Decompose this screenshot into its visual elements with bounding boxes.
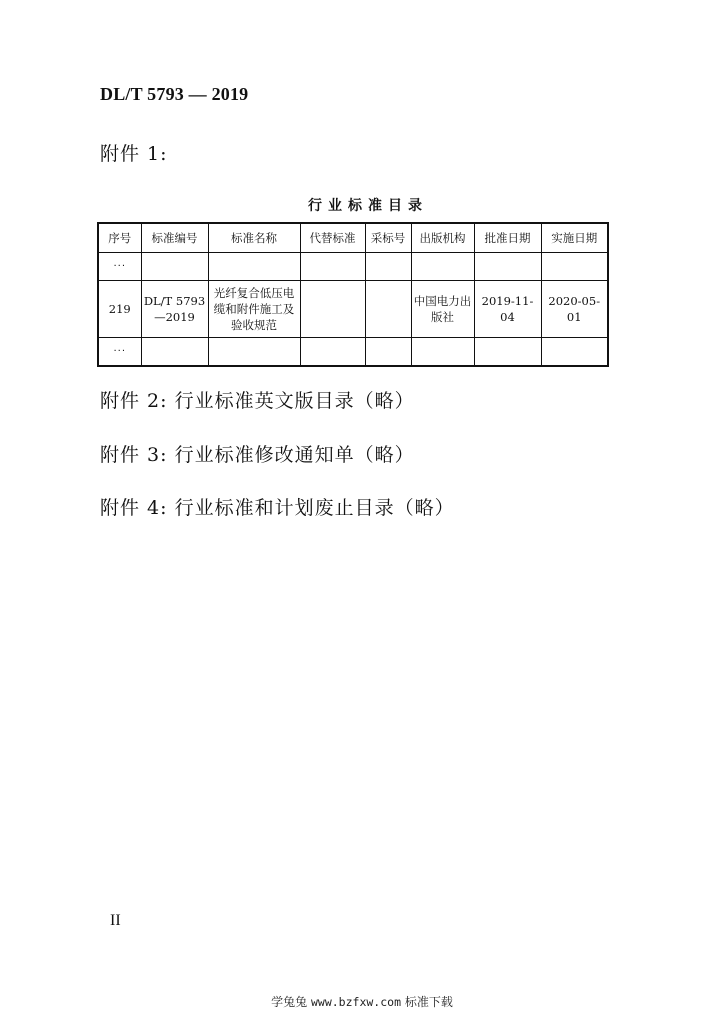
table-cell	[300, 338, 365, 367]
table-cell	[474, 253, 541, 281]
table-cell	[365, 281, 411, 338]
table-cell	[208, 338, 300, 367]
column-header: 批准日期	[474, 223, 541, 253]
footer-watermark	[0, 993, 724, 1010]
column-header: 序号	[98, 223, 141, 253]
table-cell	[141, 338, 208, 367]
table-cell	[208, 253, 300, 281]
table-cell	[474, 338, 541, 367]
table-cell	[365, 253, 411, 281]
column-header: 代替标准	[300, 223, 365, 253]
table-cell	[300, 253, 365, 281]
table-cell: 光纤复合低压电缆和附件施工及验收规范	[208, 281, 300, 338]
standards-catalog-table	[97, 222, 609, 367]
appendix-3-line: 附件 3: 行业标准修改通知单（略）	[100, 444, 415, 466]
table-cell: 219	[98, 281, 141, 338]
document-code: DL/T 5793 — 2019	[100, 84, 249, 104]
table-cell	[411, 338, 474, 367]
page-number: II	[110, 912, 121, 929]
column-header: 标准名称	[208, 223, 300, 253]
column-header: 出版机构	[411, 223, 474, 253]
table-row	[98, 338, 608, 367]
footer-prefix: 学兔兔	[271, 995, 311, 1009]
table-row	[98, 253, 608, 281]
appendix-2-line: 附件 2: 行业标准英文版目录（略）	[100, 390, 415, 412]
table-cell	[365, 338, 411, 367]
table-cell	[141, 253, 208, 281]
column-header: 实施日期	[541, 223, 608, 253]
table-cell	[300, 281, 365, 338]
table-cell: 2019-11-04	[474, 281, 541, 338]
table-cell: ···	[98, 253, 141, 281]
footer-suffix: 标准下载	[401, 995, 453, 1009]
table-cell: DL/T 5793 —2019	[141, 281, 208, 338]
table-cell	[541, 338, 608, 367]
table-row	[98, 281, 608, 338]
table-cell	[411, 253, 474, 281]
table-cell: 2020-05-01	[541, 281, 608, 338]
appendix-1-label: 附件 1:	[100, 143, 168, 165]
table-cell: ···	[98, 338, 141, 367]
table-title: 行业标准目录	[308, 198, 428, 214]
table-header-row	[98, 223, 608, 253]
table-cell: 中国电力出版社	[411, 281, 474, 338]
column-header: 标准编号	[141, 223, 208, 253]
appendix-4-line: 附件 4: 行业标准和计划废止目录（略）	[100, 497, 455, 519]
table-cell	[541, 253, 608, 281]
column-header: 采标号	[365, 223, 411, 253]
footer-url[interactable]: www.bzfxw.com	[310, 995, 401, 1009]
